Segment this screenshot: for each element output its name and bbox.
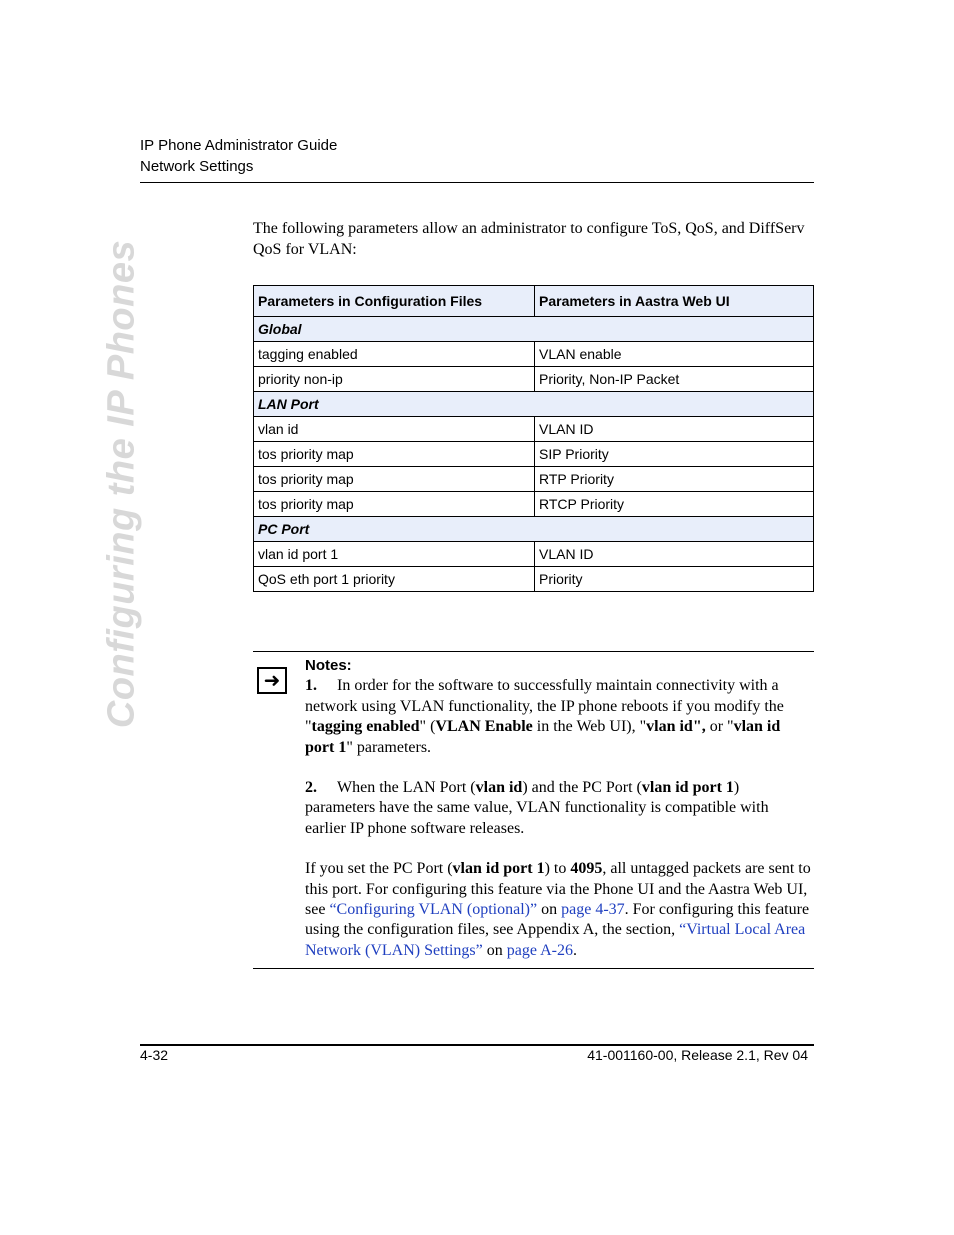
note-1: 1. In order for the software to successfully maintain connectivity with a network using VLAN functionality, the IP phone reboots if you modify the "tagging enabled" (VLAN Enable in the Web UI), "vlan id", or "vlan id port 1" parameters. <box>305 677 784 756</box>
column-header: Parameters in Configuration Files <box>254 286 535 317</box>
table-row <box>254 367 814 392</box>
parameters-table <box>253 285 814 592</box>
notes-label: Notes: <box>305 657 352 674</box>
footer-rule <box>140 1044 814 1046</box>
config-param: tagging enabled <box>254 342 535 367</box>
header-title: IP Phone Administrator Guide <box>140 137 338 154</box>
webui-param: VLAN ID <box>535 417 814 442</box>
webui-param: Priority <box>535 567 814 592</box>
section-label: Global <box>254 317 814 342</box>
config-param: vlan id port 1 <box>254 542 535 567</box>
config-param: QoS eth port 1 priority <box>254 567 535 592</box>
webui-param: VLAN enable <box>535 342 814 367</box>
config-param: tos priority map <box>254 442 535 467</box>
intro-paragraph: The following parameters allow an administrator to configure ToS, QoS, and DiffServ QoS for VLAN: <box>253 220 805 258</box>
notes-bottom-rule <box>253 968 814 969</box>
link-configuring-vlan[interactable]: “Configuring VLAN (optional)” <box>329 901 538 919</box>
side-chapter-title: Configuring the IP Phones <box>100 239 143 729</box>
webui-param: VLAN ID <box>535 542 814 567</box>
link-vlan-settings[interactable]: “Virtual Local Area Network (VLAN) Settings” <box>305 921 806 959</box>
column-header: Parameters in Aastra Web UI <box>535 286 814 317</box>
config-param: vlan id <box>254 417 535 442</box>
webui-param: RTCP Priority <box>535 492 814 517</box>
footer-doc-id: 41-001160-00, Release 2.1, Rev 04 <box>587 1047 808 1063</box>
config-param: tos priority map <box>254 467 535 492</box>
notes-top-rule <box>253 651 814 652</box>
webui-param: Priority, Non-IP Packet <box>535 367 814 392</box>
table-row <box>254 442 814 467</box>
table-header-row <box>254 286 814 317</box>
config-param: priority non-ip <box>254 367 535 392</box>
section-label: LAN Port <box>254 392 814 417</box>
table-row <box>254 342 814 367</box>
webui-param: SIP Priority <box>535 442 814 467</box>
note-3: If you set the PC Port (vlan id port 1) to 4095, all untagged packets are sent to this port. For configuring this feature via the Phone UI and the Aastra Web UI, see “Configuring VLAN (optional)” on page 4-37. For configuring this feature using the configuration files, see Appendix A, the section, “Virtual Local Area Network (VLAN) Settings” on page A-26. <box>305 860 811 959</box>
footer-page-number: 4-32 <box>140 1047 169 1063</box>
table-section-row <box>254 317 814 342</box>
header-section: Network Settings <box>140 158 254 175</box>
page-header <box>140 135 337 177</box>
table-section-row <box>254 517 814 542</box>
config-param: tos priority map <box>254 492 535 517</box>
section-label: PC Port <box>254 517 814 542</box>
table-row <box>254 492 814 517</box>
link-page-a-26[interactable]: page A-26 <box>506 941 573 959</box>
webui-param: RTP Priority <box>535 467 814 492</box>
notes-block <box>305 656 813 961</box>
table-row <box>254 417 814 442</box>
table-row <box>254 567 814 592</box>
table-row <box>254 467 814 492</box>
table-row <box>254 542 814 567</box>
right-arrow-icon: ➜ <box>257 667 287 694</box>
header-rule <box>140 182 814 183</box>
link-page-4-37[interactable]: page 4-37 <box>561 901 625 919</box>
table-section-row <box>254 392 814 417</box>
note-2: 2. When the LAN Port (vlan id) and the PC Port (vlan id port 1) parameters have the same value, VLAN functionality is compatible with earlier IP phone software releases. <box>305 779 769 837</box>
